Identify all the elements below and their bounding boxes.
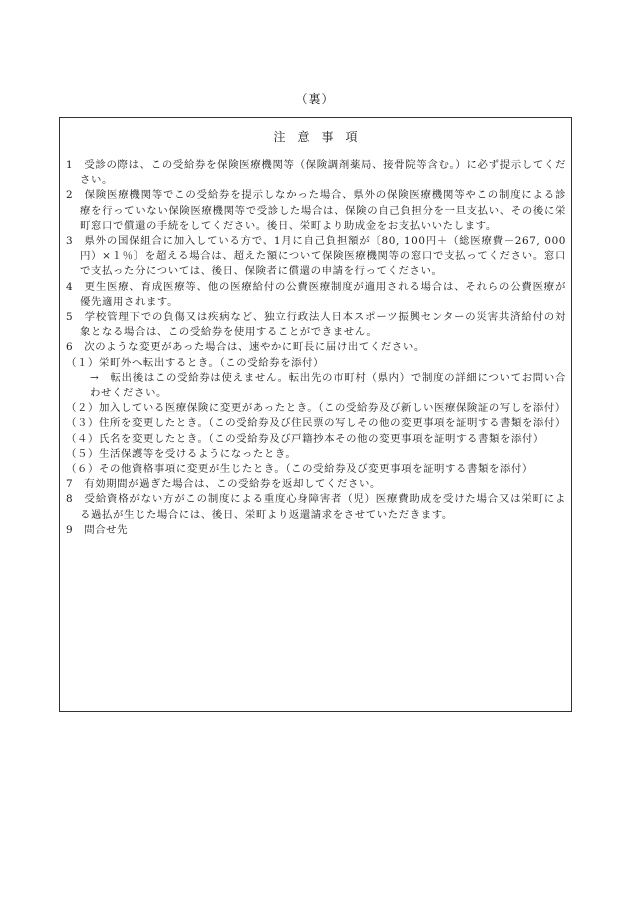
notice-item-2: 2 保険医療機関等でこの受給券を提示しなかった場合、県外の保険医療機関等やこの制度による診療を行っていない保険医療機関等で受診した場合は、保険の自己負担分を一旦支払い、その後に栄町窓口で償還の手続をしてください。後日、栄町より助成金をお支払いいたします。 (66, 189, 566, 232)
notice-item-9: 9 問合せ先 (66, 523, 129, 536)
notice-subitem-4: （４）氏名を変更したとき。（この受給券及び戸籍抄本その他の変更事項を証明する書類を添付） (66, 432, 544, 445)
notice-item-1: 1 受診の際は、この受給券を保険医療機関等（保険調剤薬局、接骨院等含む。）に必ず提示してください。 (66, 159, 566, 187)
page-side-label: （裏） (295, 92, 335, 106)
notice-item-4: 4 更生医療、育成医療等、他の医療給付の公費医療制度が適用される場合は、それらの公費医療が優先適用されます。 (66, 280, 566, 308)
notice-subitem-6: （６）その他資格事項に変更が生じたとき。（この受給券及び変更事項を証明する書類を添付） (66, 463, 533, 476)
notice-subitem-1-note: → 転出後はこの受給券は使えません。転出先の市町村（県内）で制度の詳細についてお問い合わせください。 (90, 371, 566, 400)
notice-subitem-2: （２）加入している医療保険に変更があったとき。（この受給券及び新しい医療保険証の写しを添付） (66, 402, 566, 415)
notice-item-3: 3 県外の国保組合に加入している方で、1月に自己負担額が〔80, 100円＋（総医療費－267, 000円）×１％〕を超える場合は、超えた額について保険医療機関等の窓口で支払ってください。窓口で支払った分については、後日、保険者に償還の申請を行ってください。 (66, 235, 566, 278)
notice-subitem-3: （３）住所を変更したとき。（この受給券及び住民票の写しその他の変更事項を証明する書類を添付） (66, 417, 566, 430)
notice-item-8: 8 受給資格がない方がこの制度による重度心身障害者（児）医療費助成を受けた場合又は栄町による過払が生じた場合には、後日、栄町より返還請求をさせていただきます。 (66, 493, 566, 521)
notice-list (66, 158, 566, 538)
notice-item-7: 7 有効期間が過ぎた場合は、この受給券を返却してください。 (66, 478, 381, 491)
notice-box (59, 117, 572, 712)
notice-item-6: 6 次のような変更があった場合は、速やかに町長に届け出てください。 (66, 341, 425, 354)
notice-item-5: 5 学校管理下での負傷又は疾病など、独立行政法人日本スポーツ振興センターの災害共済給付の対象となる場合は、この受給券を使用することができません。 (66, 311, 566, 339)
notice-subitem-5: （５）生活保護等を受けるようになったとき。 (66, 447, 297, 460)
notice-title: 注 意 事 項 (273, 130, 358, 144)
notice-subitem-1: （１）栄町外へ転出するとき。（この受給券を添付） (66, 356, 325, 369)
